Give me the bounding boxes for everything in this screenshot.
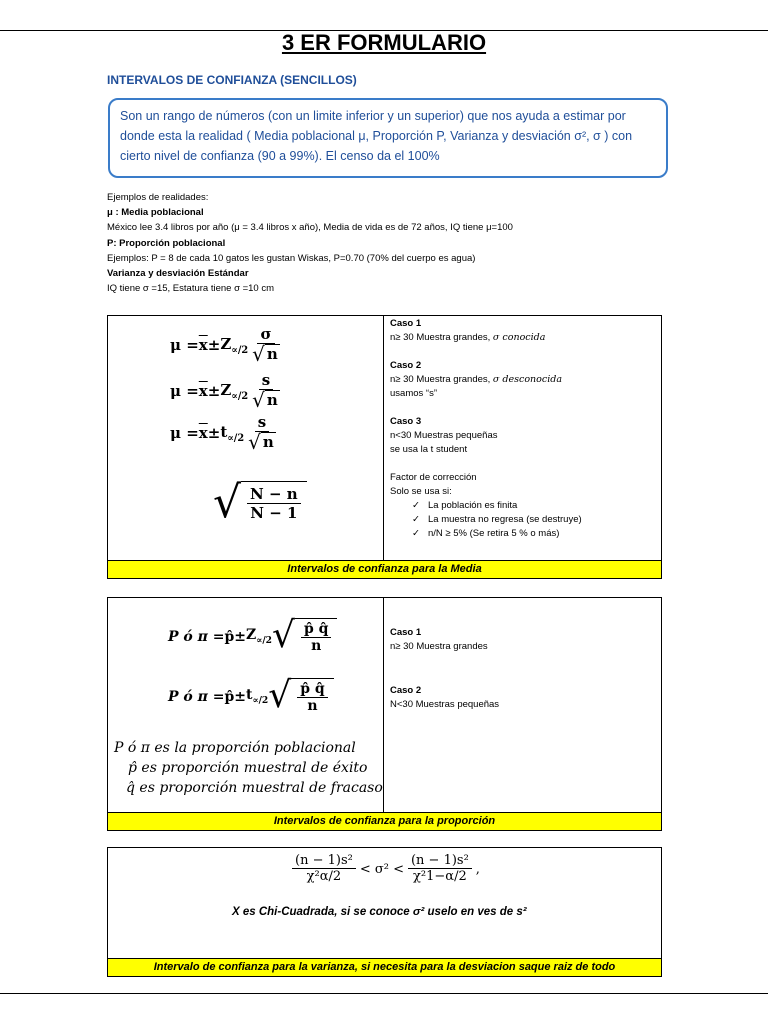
fraction-denominator: n <box>262 432 274 451</box>
sqrt: √ n <box>252 341 278 366</box>
formula-pm: ± <box>234 688 246 705</box>
correction-factor-formula <box>213 477 307 528</box>
case-2-text: N<30 Muestras pequeñas <box>390 699 500 710</box>
case-2-line2: usamos “s” <box>390 388 437 399</box>
case-2-title: Caso 2 <box>390 360 422 371</box>
formula-lhs: μ = <box>170 424 199 443</box>
critical-value: Z <box>246 627 257 644</box>
formula-pm: ± <box>207 336 221 355</box>
fraction-numerator: p̂ q̂ <box>297 682 327 698</box>
critical-subscript: ∝/2 <box>227 432 245 444</box>
case-2-title: Caso 2 <box>390 685 422 696</box>
variance-middle: < σ² < <box>359 861 404 877</box>
check-item <box>390 527 582 541</box>
fraction-numerator: p̂ q̂ <box>301 622 331 638</box>
p-example: Ejemplos: P = 8 de cada 10 gatos les gustan Wiskas, P=0.70 (70% del cuerpo es agua) <box>107 252 476 264</box>
media-cases <box>390 317 582 541</box>
formula-lhs: P ó π = <box>168 628 225 645</box>
examples-block <box>107 190 513 296</box>
fraction-denominator: n <box>311 638 322 655</box>
factor-sub: Solo se usa si: <box>390 486 452 497</box>
variance-note: X es Chi-Cuadrada, si se conoce σ² uselo en ves de s² <box>232 906 527 918</box>
panel-media <box>107 315 662 579</box>
fraction <box>301 622 331 655</box>
formula-pm: ± <box>207 424 221 443</box>
fraction <box>252 326 280 365</box>
case-1-text: n≥ 30 Muestra grandes, <box>390 332 493 343</box>
caption-media: Intervalos de confianza para la Media <box>108 560 661 578</box>
fraction-left <box>292 854 356 885</box>
fraction-numerator: s <box>255 414 269 432</box>
panel-divider <box>383 598 384 812</box>
factor-title: Factor de corrección <box>390 472 477 483</box>
xbar: $\overline{x}$ <box>198 424 208 443</box>
mu-example: México lee 3.4 libros por año (μ = 3.4 libros x año), Media de vida es de 72 años, IQ tiene μ=100 <box>107 222 513 234</box>
critical-subscript: ∝/2 <box>231 390 249 402</box>
fraction-denominator: n <box>266 344 278 363</box>
fraction-numerator: σ <box>257 326 274 344</box>
check-item <box>390 499 582 513</box>
phat: p̂ <box>224 628 235 645</box>
case-1-italic: σ conocida <box>492 332 546 343</box>
case-3-title: Caso 3 <box>390 416 422 427</box>
xbar: $\overline{x}$ <box>198 382 208 401</box>
critical-value: Z <box>220 334 232 353</box>
fraction-denominator: n <box>307 698 318 715</box>
formula-media-z-s <box>170 372 284 411</box>
definition-text: Son un rango de números (con un limite inferior y un superior) que nos ayuda a estimar por donde esta la realidad ( Media poblacional μ, Proporción P, Varianza y desviación σ², σ ) con cierto nivel de confianza (90 a 99%). El censo da el 100% <box>120 109 633 163</box>
case-2-text: n≥ 30 Muestra grandes, <box>390 374 493 385</box>
case-1-text: n≥ 30 Muestra grandes <box>390 641 488 652</box>
formula-media-t-s <box>170 414 280 453</box>
critical-subscript: ∝/2 <box>256 634 272 646</box>
panel-divider <box>383 316 384 560</box>
check-text: La población es finita <box>428 500 518 511</box>
fraction-denominator: n <box>266 390 278 409</box>
fraction <box>247 486 301 522</box>
sqrt: √ n <box>248 429 274 454</box>
mu-label: μ : Media poblacional <box>107 207 204 219</box>
caption-proportion: Intervalos de confianza para la proporción <box>108 812 661 830</box>
fraction-denominator: N − 1 <box>250 503 298 522</box>
var-label: Varianza y desviación Estándar <box>107 268 249 280</box>
check-icon: ✓ <box>412 514 420 525</box>
formula-prop-t <box>168 675 334 716</box>
phat: p̂ <box>224 688 235 705</box>
case-1-title: Caso 1 <box>390 318 422 329</box>
formula-pm: ± <box>234 628 246 645</box>
caption-variance: Intervalo de confianza para la varianza, si necesita para la desviacion saque raiz de todo <box>108 958 661 976</box>
critical-value: Z <box>220 380 232 399</box>
formula-lhs: μ = <box>170 382 199 401</box>
var-example: IQ tiene σ =15, Estatura tiene σ =10 cm <box>107 283 274 295</box>
panel-proportion <box>107 597 662 831</box>
left-numerator: (n − 1)s² <box>292 854 356 869</box>
critical-subscript: ∝/2 <box>252 694 269 706</box>
check-text: n/N ≥ 5% (Se retira 5 % o más) <box>428 528 560 539</box>
desc-line-1: P ó π es la proporción poblacional <box>114 740 356 756</box>
fraction <box>248 414 276 453</box>
right-denominator: χ²1−α/2 <box>413 869 467 885</box>
critical-value: t <box>246 687 253 704</box>
check-icon: ✓ <box>412 500 420 511</box>
p-label: P: Proporción poblacional <box>107 237 226 249</box>
sqrt: √ $\frac{N - n}{N - 1}$ <box>213 481 307 525</box>
check-text: La muestra no regresa (se destruye) <box>428 514 582 525</box>
examples-heading: Ejemplos de realidades: <box>107 192 209 203</box>
page-title: 3 ER FORMULARIO <box>281 30 487 55</box>
xbar: $\overline{x}$ <box>198 336 208 355</box>
fraction <box>297 682 327 715</box>
right-numerator: (n − 1)s² <box>408 854 472 869</box>
formula-lhs: P ó π = <box>168 688 225 705</box>
fraction <box>252 372 280 411</box>
desc-line-2: p̂ es proporción muestral de éxito <box>128 760 368 776</box>
variance-trailing-comma: , <box>475 861 480 877</box>
sqrt: √ $\frac{p̂ q̂}{n}$ <box>268 678 333 715</box>
critical-subscript: ∝/2 <box>231 344 249 356</box>
fraction-right <box>408 854 472 885</box>
check-item <box>390 513 582 527</box>
left-denominator: χ²α/2 <box>306 869 342 885</box>
case-3-line2: se usa la t student <box>390 444 468 455</box>
check-icon: ✓ <box>412 528 420 539</box>
proportion-descriptions <box>114 738 383 798</box>
case-1-title: Caso 1 <box>390 627 422 638</box>
fraction-numerator: s <box>259 372 273 390</box>
panel-variance <box>107 847 662 977</box>
sqrt: √ n <box>252 387 278 412</box>
critical-value: t <box>220 422 228 441</box>
desc-line-3: q̂ es proporción muestral de fracaso <box>126 780 383 796</box>
bottom-rule <box>0 993 768 994</box>
proportion-cases <box>390 626 499 712</box>
variance-formula <box>288 854 480 885</box>
formula-media-z-sigma <box>170 326 284 365</box>
formula-prop-z <box>168 615 337 656</box>
formula-lhs: μ = <box>170 336 199 355</box>
definition-box <box>108 98 668 178</box>
sqrt: √ $\frac{p̂ q̂}{n}$ <box>272 618 337 655</box>
section-title: INTERVALOS DE CONFIANZA (SENCILLOS) <box>107 73 357 87</box>
case-2-italic: σ desconocida <box>492 374 562 385</box>
case-3-line1: n<30 Muestras pequeñas <box>390 430 498 441</box>
formula-pm: ± <box>207 382 221 401</box>
fraction-numerator: N − n <box>247 486 301 504</box>
